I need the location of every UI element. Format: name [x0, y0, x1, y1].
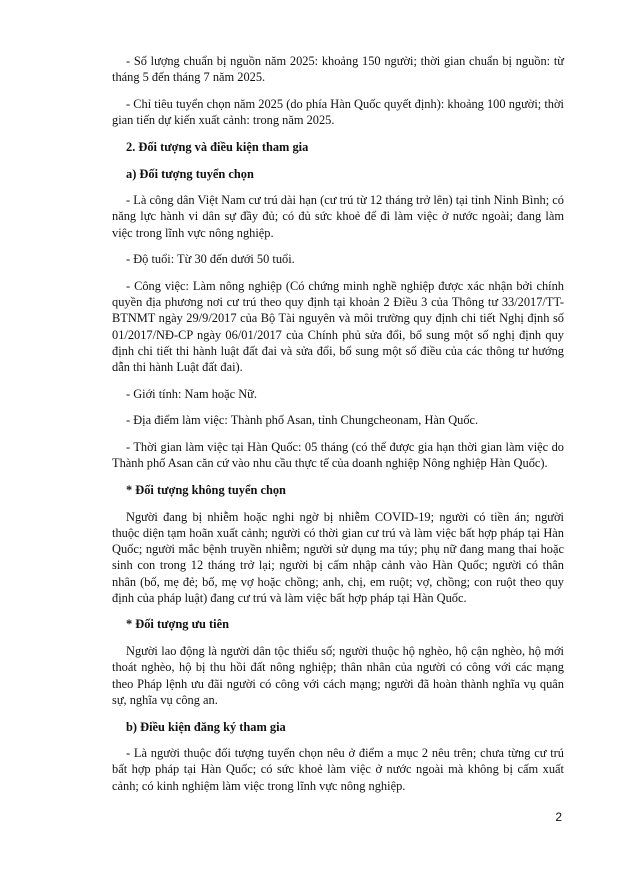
page-number: 2	[555, 810, 562, 824]
document-body	[112, 53, 564, 804]
heading-not-eligible: * Đối tượng không tuyển chọn	[126, 483, 286, 498]
heading-registration-conditions: b) Điều kiện đăng ký tham gia	[126, 719, 286, 734]
para-age: - Độ tuổi: Từ 30 đến dưới 50 tuổi.	[126, 252, 295, 267]
para-not-eligible-list: Người đang bị nhiễm hoặc nghi ngờ bị nhiễm COVID-19; người có tiền án; người thuộc diện tạm hoãn xuất cảnh; người có thời gian cư trú và làm việc bất hợp pháp tại Hàn Quốc; người mắc bệnh truyền nhiễm; người sử dụng ma túy; phụ nữ đang mang thai hoặc sinh con trong 12 tháng trở lại; người bị cấm nhập cảnh vào Hàn Quốc; người có thân nhân (bố, mẹ đẻ; bố, mẹ vợ hoặc chồng; anh, chị, em ruột; vợ, chồng; con ruột theo quy định của pháp luật) đang cư trú và làm việc bất hợp pháp tại Hàn Quốc.	[112, 509, 564, 605]
para-priority-list: Người lao động là người dân tộc thiểu số; người thuộc hộ nghèo, hộ cận nghèo, hộ mới thoát nghèo, hộ bị thu hồi đất nông nghiệp; thân nhân của người có công với các mạng theo Pháp lệnh ưu đãi người có công với cách mạng; người đã hoàn thành nghĩa vụ quân sự, nghĩa vụ công an.	[112, 644, 564, 707]
para-workplace: - Địa điểm làm việc: Thành phố Asan, tỉnh Chungcheonam, Hàn Quốc.	[126, 413, 479, 428]
para-occupation: - Công việc: Làm nông nghiệp (Có chứng minh nghề nghiệp được xác nhận bởi chính quyền địa phương nơi cư trú theo quy định tại khoản 2 Điều 3 của Thông tư 33/2017/TT-BTNMT ngày 29/9/2017 của Bộ Tài nguyên và môi trường quy định chi tiết Nghị định số 01/2017/NĐ-CP ngày 06/01/2017 của Chính phủ sửa đổi, bổ sung một số nghị định quy định chi tiết thi hành luật đất đai và sửa đổi, bổ sung một số điều của các thông tư hướng dẫn thi hành Luật đất đai).	[112, 279, 564, 375]
heading-subject-selection: a) Đối tượng tuyển chọn	[126, 166, 254, 181]
heading-priority: * Đối tượng ưu tiên	[126, 617, 229, 632]
para-registration-conditions: - Là người thuộc đối tượng tuyển chọn nêu ở điểm a mục 2 nêu trên; chưa từng cư trú bất hợp pháp tại Hàn Quốc; có sức khoẻ làm việc ở nước ngoài mà không bị cấm xuất cảnh; có kinh nghiệm làm việc trong lĩnh vực nông nghiệp.	[112, 746, 564, 793]
para-gender: - Giới tính: Nam hoặc Nữ.	[126, 386, 257, 401]
para-source-quantity: - Số lượng chuẩn bị nguồn năm 2025: khoảng 150 người; thời gian chuẩn bị nguồn: từ tháng 5 đến tháng 7 năm 2025.	[112, 54, 564, 85]
para-citizen-requirement: - Là công dân Việt Nam cư trú dài hạn (cư trú từ 12 tháng trở lên) tại tỉnh Ninh Bình; có năng lực hành vi dân sự đầy đủ; có đủ sức khoẻ để đi làm việc ở nước ngoài; đang làm việc trong lĩnh vực nông nghiệp.	[112, 193, 564, 240]
para-selection-target: - Chỉ tiêu tuyển chọn năm 2025 (do phía Hàn Quốc quyết định): khoảng 100 người; thời gian tiến dự kiến xuất cảnh: trong năm 2025.	[112, 96, 564, 128]
heading-section-2: 2. Đối tượng và điều kiện tham gia	[126, 139, 309, 154]
para-work-duration: - Thời gian làm việc tại Hàn Quốc: 05 tháng (có thể được gia hạn thời gian làm việc do Thành phố Asan căn cứ vào nhu cầu thực tế của doanh nghiệp Nông nghiệp Hàn Quốc).	[112, 440, 564, 471]
